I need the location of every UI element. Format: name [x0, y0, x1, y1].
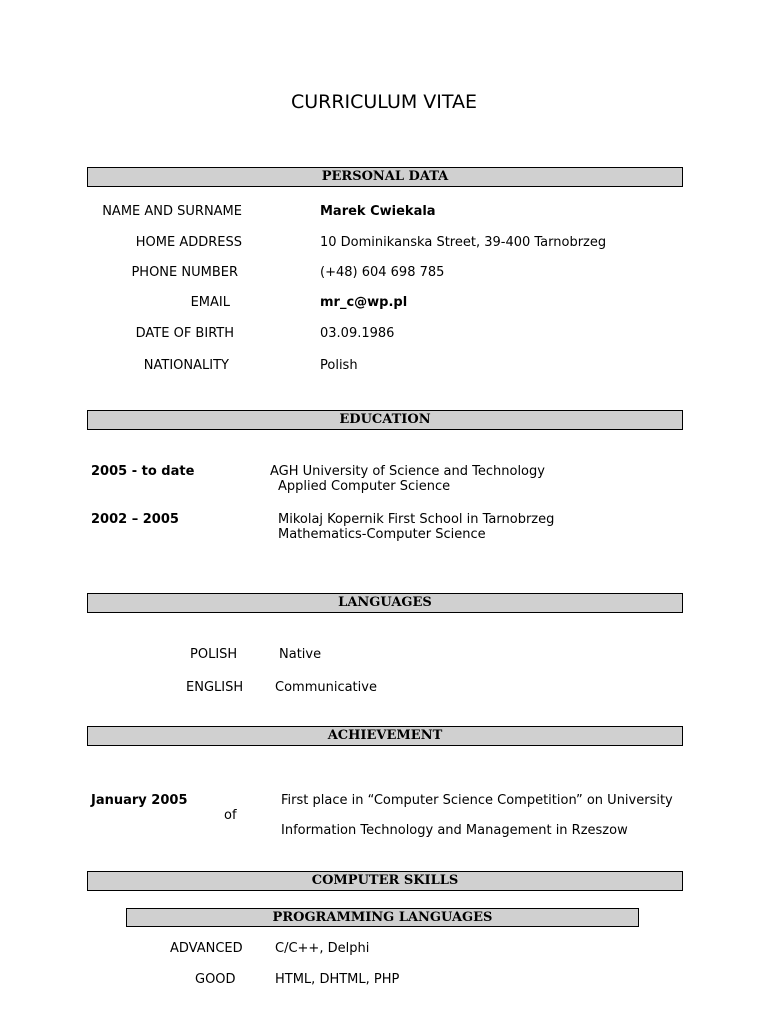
- value-name-surname: Marek Cwiekala: [320, 204, 436, 219]
- label-name-surname: NAME AND SURNAME: [102, 204, 242, 219]
- achievement-description-line2: Information Technology and Management in Rzeszow: [281, 823, 628, 838]
- section-header-education: EDUCATION: [87, 410, 683, 430]
- value-nationality: Polish: [320, 358, 358, 373]
- achievement-description-line1: First place in “Computer Science Competition” on University: [281, 793, 673, 808]
- language-name: ENGLISH: [186, 680, 244, 695]
- achievement-date: January 2005: [91, 793, 188, 808]
- education-period: 2005 - to date: [91, 464, 195, 479]
- language-level: Communicative: [275, 680, 377, 695]
- skill-level: ADVANCED: [170, 941, 243, 956]
- education-field: Mathematics-Computer Science: [278, 527, 486, 542]
- skill-level: GOOD: [195, 972, 236, 987]
- subsection-header-programming-languages: PROGRAMMING LANGUAGES: [126, 908, 639, 927]
- page-title: CURRICULUM VITAE: [290, 91, 478, 113]
- education-field: Applied Computer Science: [278, 479, 451, 494]
- section-header-personal-data: PERSONAL DATA: [87, 167, 683, 187]
- skill-items: HTML, DHTML, PHP: [275, 972, 400, 987]
- label-home-address: HOME ADDRESS: [135, 235, 242, 250]
- section-header-languages: LANGUAGES: [87, 593, 683, 613]
- language-level: Native: [279, 647, 322, 662]
- education-school: Mikolaj Kopernik First School in Tarnobrzeg: [278, 512, 555, 527]
- value-date-of-birth: 03.09.1986: [320, 326, 395, 341]
- education-school: AGH University of Science and Technology: [270, 464, 545, 479]
- value-email: mr_c@wp.pl: [320, 295, 408, 310]
- value-home-address: 10 Dominikanska Street, 39-400 Tarnobrzeg: [320, 235, 607, 250]
- label-phone-number: PHONE NUMBER: [131, 265, 238, 280]
- skill-items: C/C++, Delphi: [275, 941, 370, 956]
- label-nationality: NATIONALITY: [143, 358, 229, 373]
- achievement-of: of: [224, 808, 237, 823]
- language-name: POLISH: [190, 647, 238, 662]
- education-period: 2002 – 2005: [91, 512, 179, 527]
- label-email: EMAIL: [190, 295, 230, 310]
- value-phone-number: (+48) 604 698 785: [320, 265, 445, 280]
- section-header-computer-skills: COMPUTER SKILLS: [87, 871, 683, 891]
- section-header-achievement: ACHIEVEMENT: [87, 726, 683, 746]
- label-date-of-birth: DATE OF BIRTH: [135, 326, 234, 341]
